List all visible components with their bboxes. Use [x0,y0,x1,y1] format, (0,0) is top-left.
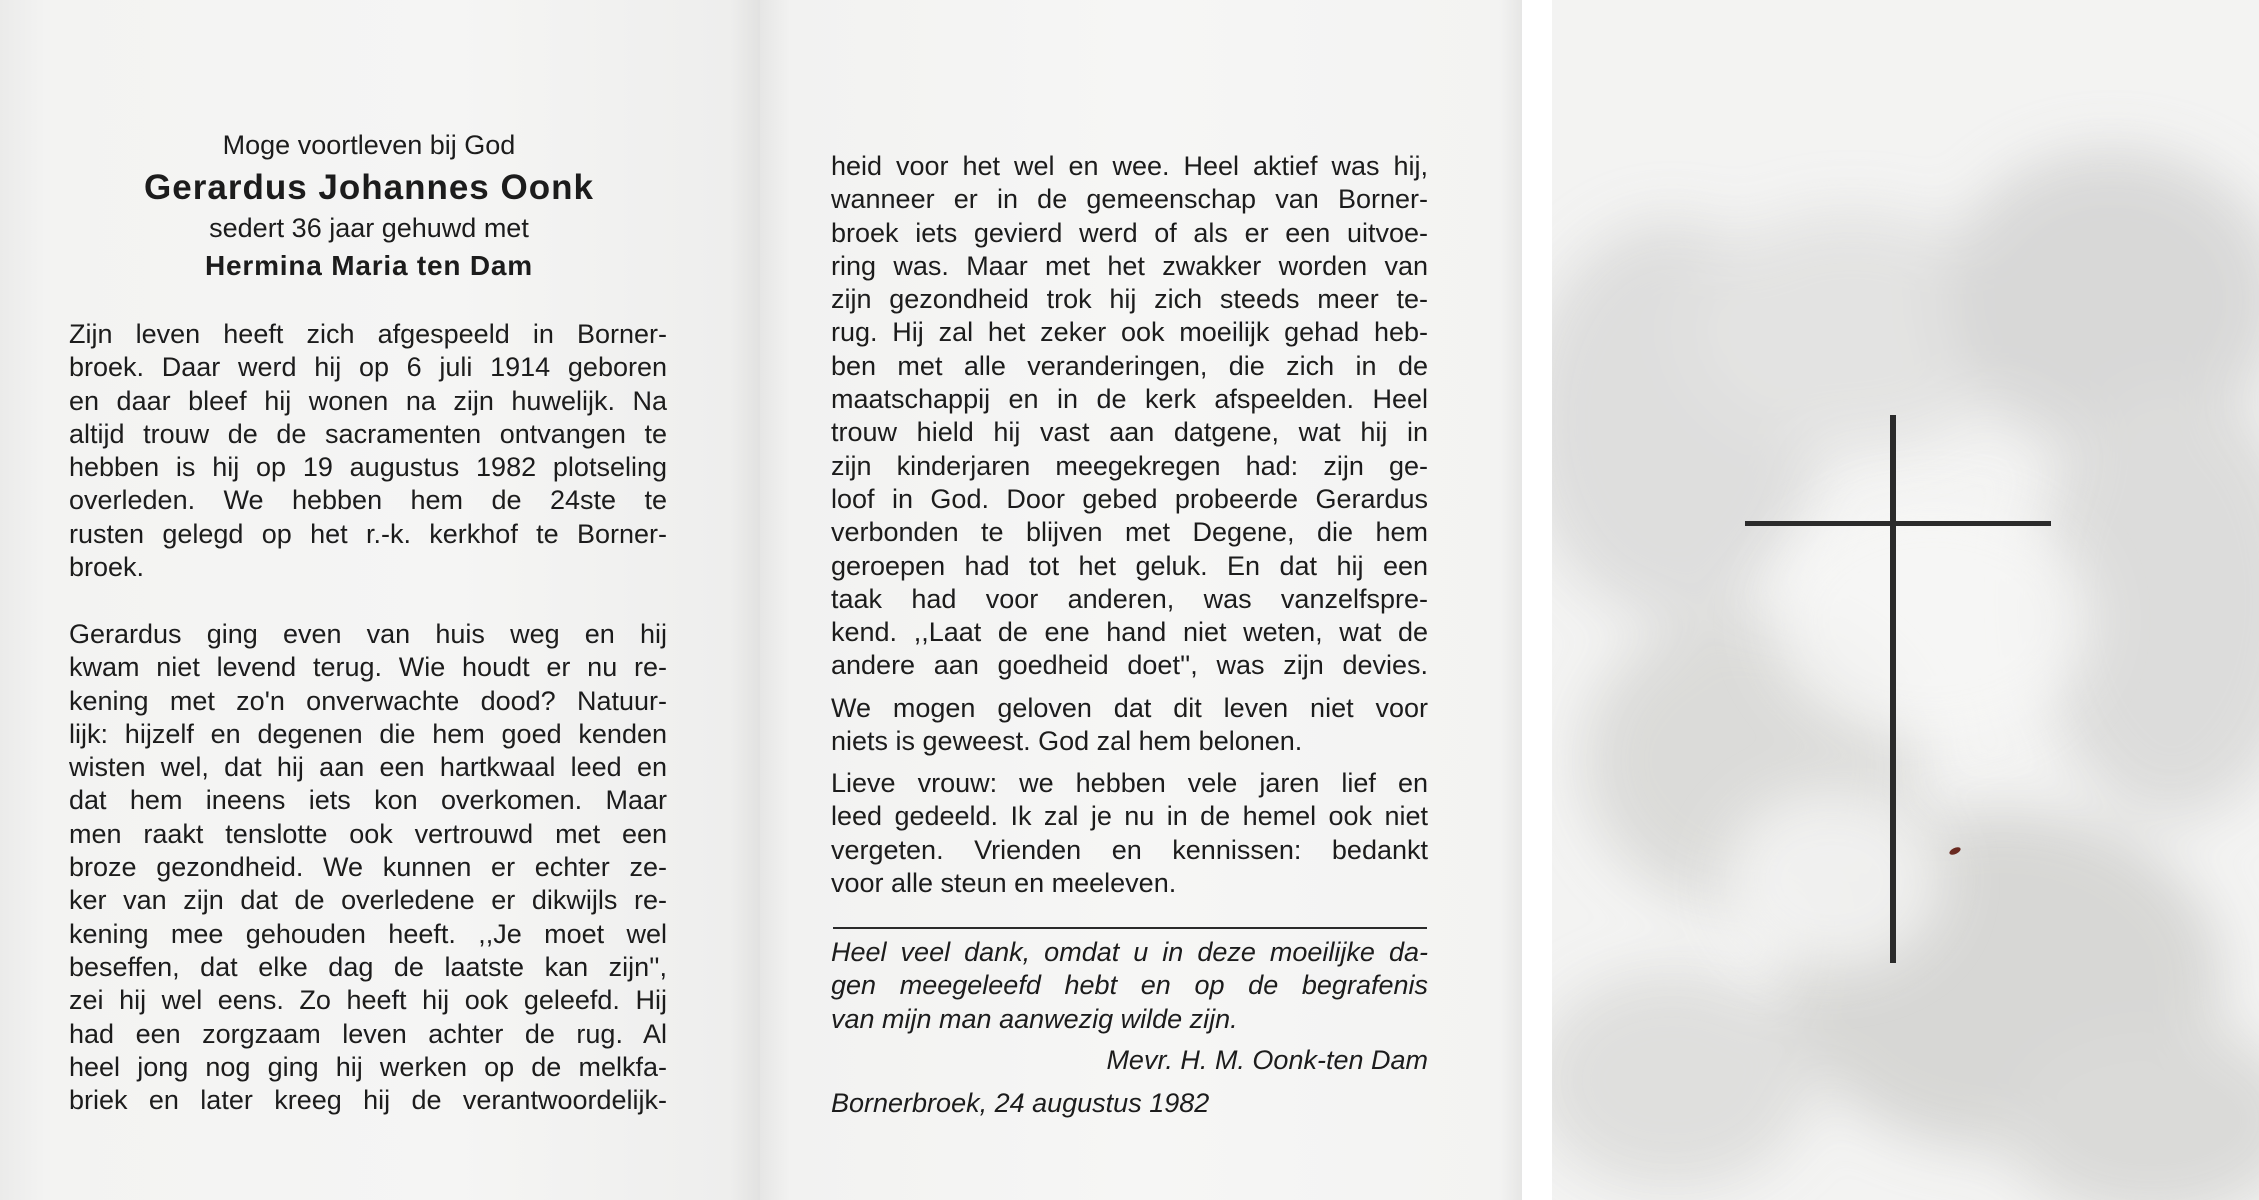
text-line: loof in God. Door gebed probeerde Gerardus [831,483,1428,514]
cross-horizontal-beam [1745,521,2051,526]
marriage-line: sedert 36 jaar gehuwd met [209,213,529,243]
text-line: trouw hield hij vast aan datgene, wat hij in [831,417,1428,448]
text-line: taak had voor anderen, was vanzelfspre- [831,583,1428,614]
text-line: kening mee gehouden heeft. ,,Je moet wel [69,918,667,949]
text-line: zijn gezondheid trok hij zich steeds meer te- [831,284,1428,315]
left-page [0,0,760,1200]
text-line: voor alle steun en meeleven. [831,867,1177,898]
text-line: geroepen had tot het geluk. En dat hij een [831,550,1428,581]
text-line: had een zorgzaam leven achter de rug. Al [69,1018,667,1049]
header-dedication: Moge voortleven bij God [222,130,516,160]
text-line: ben met alle veranderingen, die zich in de [831,350,1428,381]
right-paragraph-1 [831,150,1428,683]
text-line: dat hem ineens iets kon overkomen. Maar [69,785,667,816]
text-line: kening met zo'n onverwachte dood? Natuur- [69,685,667,716]
text-line: lijk: hijzelf en degenen die hem goed kenden [69,718,667,749]
text-line: gen meegeleefd hebt en op de begrafenis [831,970,1428,1001]
text-line: Zijn leven heeft zich afgespeeld in Borner- [69,319,667,349]
text-line: men raakt tenslotte ook vertrouwd met een [69,818,667,849]
divider-line [833,927,1427,929]
signature: Mevr. H. M. Oonk-ten Dam [1106,1045,1428,1075]
text-line: briek en later kreeg hij de verantwoordelijk- [69,1085,667,1116]
text-line: overleden. We hebben hem de 24ste te [69,485,667,516]
text-line: Heel veel dank, omdat u in deze moeilijke da- [831,937,1428,967]
text-line: altijd trouw de de sacramenten ontvangen te [69,418,667,449]
left-paragraph-1 [69,318,667,584]
place-date: Bornerbroek, 24 augustus 1982 [831,1088,1210,1118]
text-line: broek. [69,552,145,583]
spouse-name: Hermina Maria ten Dam [204,250,533,281]
left-paragraph-2 [69,618,667,1117]
text-line: zei hij wel eens. Zo heeft hij ook geleefd. Hij [69,985,667,1016]
text-line: rug. Hij zal het zeker ook moeilijk gehad heb- [831,317,1428,348]
text-line: broek. Daar werd hij op 6 juli 1914 geboren [69,352,667,383]
text-line: maatschappij en in de kerk afspeelden. Heel [831,384,1428,415]
text-line: ring was. Maar met het zwakker worden van [831,250,1428,281]
text-line: wanneer er in de gemeenschap van Borner- [831,184,1428,215]
thanks-note [831,936,1428,1036]
text-line: heel jong nog ging hij werken op de melkfa- [69,1051,667,1082]
deceased-name: Gerardus Johannes Oonk [144,168,594,207]
text-line: broze gezondheid. We kunnen er echter ze- [69,852,667,883]
page-gap [1522,0,1552,1200]
text-line: wisten wel, dat hij aan een hartkwaal leed en [69,752,667,783]
text-line: ker van zijn dat de overledene er dikwijls re- [69,885,667,916]
right-paragraph-2 [831,692,1428,759]
text-line: vergeten. Vrienden en kennissen: bedankt [831,834,1428,865]
cover-page [1552,0,2259,1200]
right-paragraph-3 [831,767,1428,900]
text-line: verbonden te blijven met Degene, die hem [831,517,1428,548]
text-line: kwam niet levend terug. Wie houdt er nu re- [69,652,667,683]
text-line: heid voor het wel en wee. Heel aktief was hij, [831,151,1428,181]
text-line: beseffen, dat elke dag de laatste kan zijn'', [69,951,667,982]
text-line: andere aan goedheid doet'', was zijn devies. [831,650,1428,681]
text-line: hebben is hij op 19 augustus 1982 plotseling [69,452,667,483]
text-line: Gerardus ging even van huis weg en hij [69,619,667,649]
praying-hands-background [1552,0,2259,1200]
text-line: en daar bleef hij wonen na zijn huwelijk. Na [69,385,667,416]
text-line: We mogen geloven dat dit leven niet voor [831,693,1428,723]
cross-vertical-beam [1890,415,1896,963]
text-line: kend. ,,Laat de ene hand niet weten, wat de [831,617,1428,648]
text-line: zijn kinderjaren meegekregen had: zijn ge- [831,450,1428,481]
text-line: leed gedeeld. Ik zal je nu in de hemel ook niet [831,801,1428,832]
text-line: niets is geweest. God zal hem belonen. [831,726,1303,757]
text-line: van mijn man aanwezig wilde zijn. [831,1003,1238,1034]
text-line: broek iets gevierd werd of als er een uitvoe- [831,217,1428,248]
text-line: Lieve vrouw: we hebben vele jaren lief en [831,768,1428,798]
text-line: rusten gelegd op het r.-k. kerkhof te Borner- [69,518,667,549]
